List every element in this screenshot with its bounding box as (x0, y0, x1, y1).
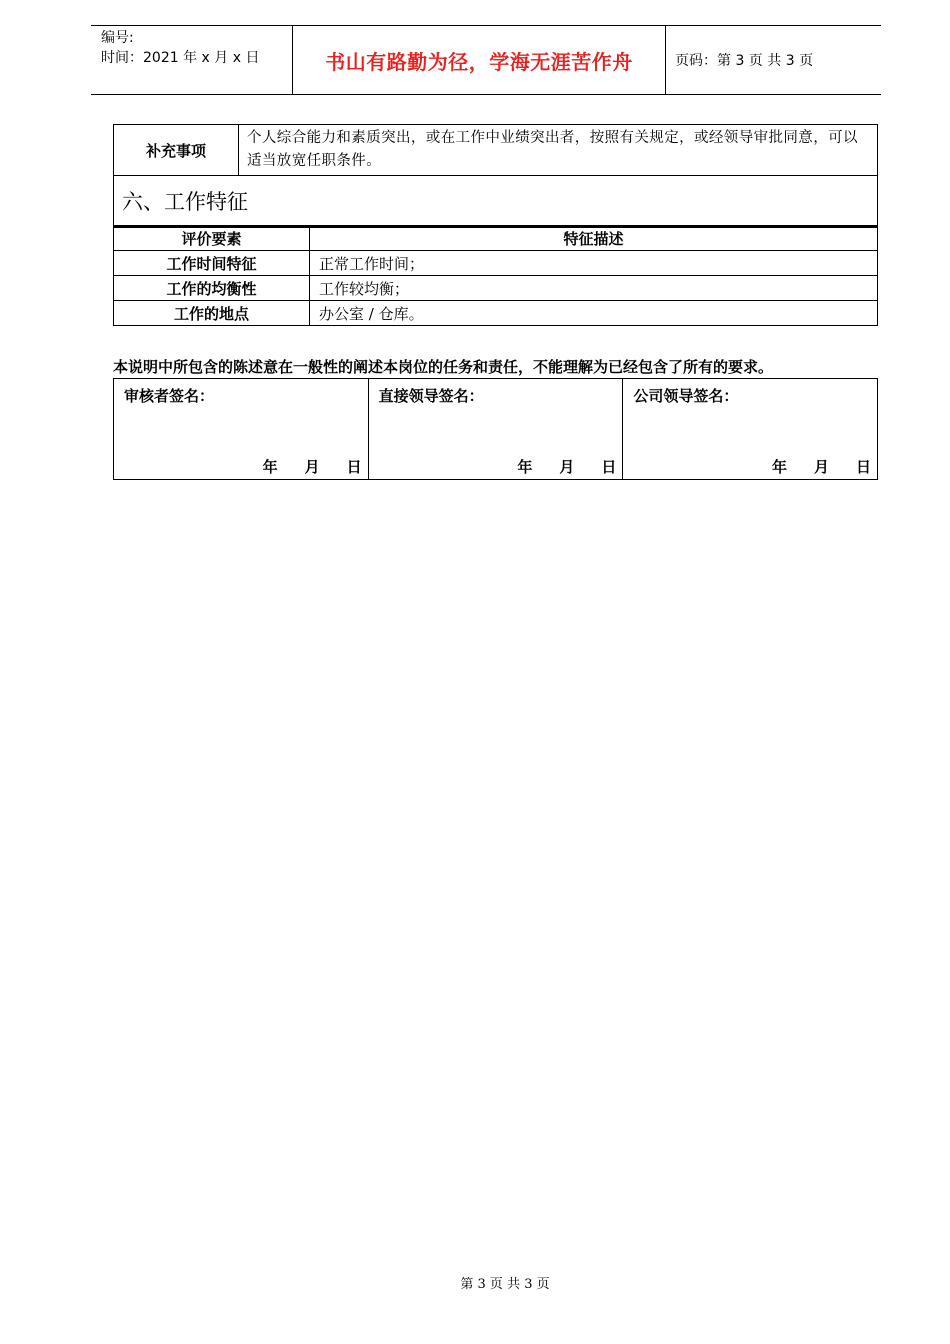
feature-element: 工作的均衡性 (114, 276, 310, 301)
feature-description: 工作较均衡； (310, 276, 878, 301)
supplement-text: 个人综合能力和素质突出，或在工作中业绩突出者，按照有关规定，或经领导审批同意，可以适当放宽任职条件。 (247, 130, 858, 169)
date-year: 年 (772, 458, 788, 476)
signature-label: 审核者签名： (124, 387, 215, 405)
date-year: 年 (517, 458, 533, 476)
feature-element: 工作的地点 (114, 301, 310, 326)
header-divider (665, 26, 666, 94)
direct-leader-signature-cell[interactable] (369, 379, 624, 479)
signature-table (113, 378, 878, 480)
date-month: 月 (559, 458, 575, 476)
signature-label: 直接领导签名： (378, 387, 484, 405)
date-day: 日 (601, 458, 617, 476)
feature-description: 正常工作时间； (310, 251, 878, 276)
signature-date (236, 456, 362, 477)
company-leader-signature-cell[interactable] (623, 379, 877, 479)
job-description-block (113, 124, 878, 228)
section-title: 六、工作特征 (114, 176, 877, 227)
column-header-element: 评价要素 (114, 226, 310, 251)
page-header (91, 25, 881, 95)
header-page-number: 页码：第 3 页 共 3 页 (675, 53, 814, 69)
feature-element: 工作时间特征 (114, 251, 310, 276)
supplement-label: 补充事项 (114, 125, 239, 175)
date-year: 年 (262, 458, 278, 476)
document-number-label: 编号: (101, 30, 134, 46)
table-header-row (114, 226, 878, 251)
date-day: 日 (856, 458, 872, 476)
date-day: 日 (346, 458, 362, 476)
table-row (114, 251, 878, 276)
supplement-row (114, 125, 877, 176)
signature-date (490, 456, 616, 477)
table-row (114, 301, 878, 326)
date-month: 月 (304, 458, 320, 476)
signature-label: 公司领导签名： (633, 387, 739, 405)
column-header-description: 特征描述 (310, 226, 878, 251)
header-meta (101, 28, 259, 68)
document-time-label: 时间：2021 年 x 月 x 日 (101, 50, 260, 66)
date-month: 月 (814, 458, 830, 476)
signature-date (745, 456, 871, 477)
feature-description: 办公室 / 仓库。 (310, 301, 878, 326)
header-motto: 书山有路勤为径，学海无涯苦作舟 (325, 50, 633, 74)
reviewer-signature-cell[interactable] (114, 379, 369, 479)
page-footer: 第 3 页 共 3 页 (460, 1277, 550, 1292)
work-features-table (113, 225, 878, 326)
disclaimer-text: 本说明中所包含的陈述意在一般性的阐述本岗位的任务和责任，不能理解为已经包含了所有的要求。 (113, 358, 774, 376)
table-row (114, 276, 878, 301)
